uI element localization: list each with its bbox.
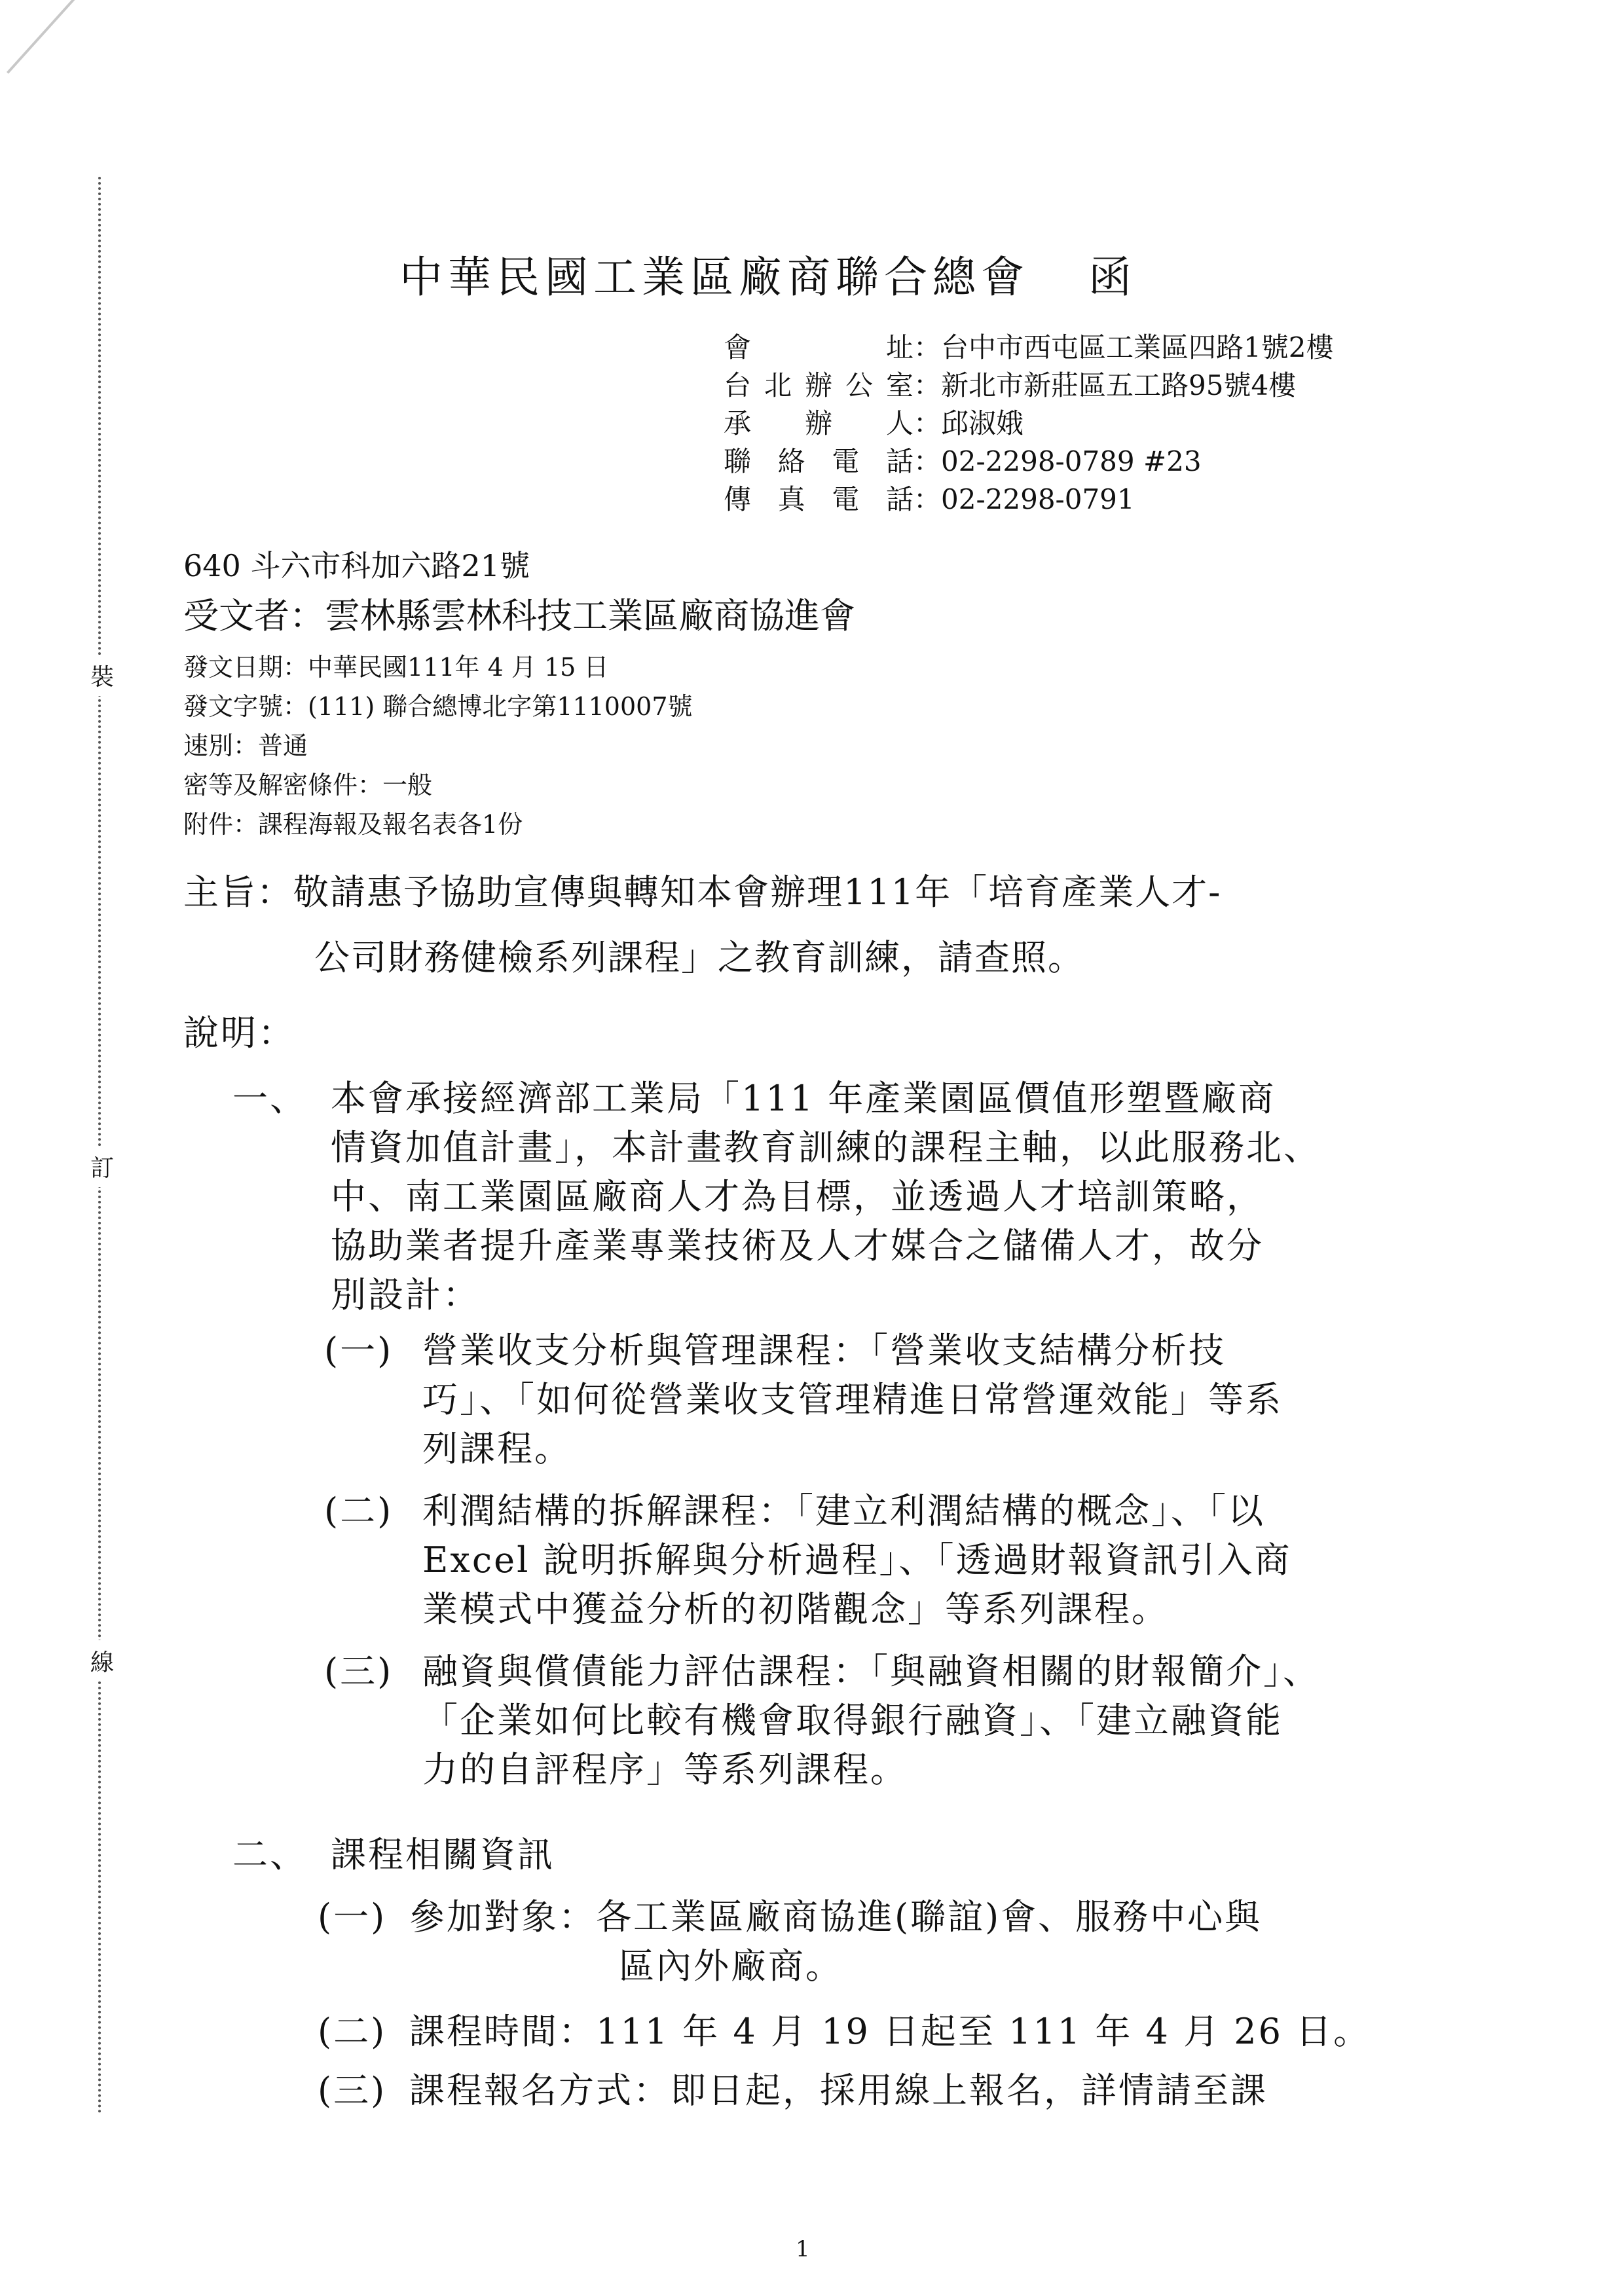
contact-value: 新北市新莊區五工路95號4樓 [941,369,1297,401]
section-1-line: 協助業者提升產業專業技術及人才媒合之儲備人才，故分 [331,1225,1264,1266]
section-2-title: 課程相關資訊 [331,1834,555,1875]
binding-mark-zhuang: 裝 [90,655,114,696]
document-number: 發文字號：(111) 聯合總博北字第1110007號 [183,692,693,721]
subject-line-1: 主旨：敬請惠予協助宣傳與轉知本會辦理111年「培育產業人才- [183,872,1222,913]
section-1-number: 一、 [232,1078,307,1119]
item-1-1-number: (一) [324,1330,394,1371]
explanation-heading: 說明： [183,1012,295,1054]
contact-row-taipei-office: 台北辦公室：新北市新莊區五工路95號4樓 [724,364,1296,403]
item-1-3-number: (三) [324,1651,394,1692]
item-1-2-line: 利潤結構的拆解課程：「建立利潤結構的概念」、「以 [422,1490,1265,1532]
contact-label: 台北辦公室 [724,369,913,401]
recipient-address: 640 斗六市科加六路21號 [183,548,530,583]
section-1-line: 情資加值計畫」，本計畫教育訓練的課程主軸，以此服務北、 [331,1127,1321,1168]
page-number: 1 [796,2236,810,2262]
security-level: 密等及解密條件：一般 [183,771,433,799]
scan-corner-mark [7,0,109,74]
section-1-line: 中、南工業園區廠商人才為目標，並透過人才培訓策略， [331,1176,1264,1217]
contact-row-address: 會址：台中市西屯區工業區四路1號2樓 [724,326,1333,365]
item-1-3-line: 「企業如何比較有機會取得銀行融資」、「建立融資能 [422,1700,1283,1741]
item-2-3-number: (三) [318,2070,387,2111]
contact-label: 傳真電話 [724,483,913,515]
item-1-2-line: 業模式中獲益分析的初階觀念」等系列課程。 [422,1588,1169,1630]
item-1-2-number: (二) [324,1490,394,1532]
attachments: 附件：課程海報及報名表各1份 [183,810,523,839]
contact-row-handler: 承辦人：邱淑娥 [724,402,1024,441]
item-1-1-line: 列課程。 [422,1428,572,1469]
contact-label: 會址 [724,331,913,363]
contact-value: 邱淑娥 [941,407,1024,439]
section-1-line: 別設計： [331,1274,480,1315]
item-2-2-line: 課程時間：111 年 4 月 19 日起至 111 年 4 月 26 日。 [409,2011,1371,2052]
item-2-2-number: (二) [318,2011,387,2052]
contact-row-phone: 聯絡電話：02-2298-0789 #23 [724,440,1202,479]
contact-label: 聯絡電話 [724,445,913,477]
org-name: 中華民國工業區廠商聯合總會 [399,252,1029,303]
item-1-1-line: 巧」、「如何從營業收支管理精進日常營運效能」等系 [422,1379,1283,1420]
item-2-3-line: 課程報名方式：即日起，採用線上報名，詳情請至課 [409,2070,1268,2111]
item-1-2-line: Excel 說明拆解與分析過程」、「透過財報資訊引入商 [422,1539,1292,1581]
contact-value: 02-2298-0789 #23 [941,445,1202,477]
item-1-3-line: 融資與償債能力評估課程：「與融資相關的財報簡介」、 [422,1651,1320,1692]
item-1-3-line: 力的自評程序」等系列課程。 [422,1749,908,1790]
section-2-number: 二、 [232,1834,307,1875]
issue-date: 發文日期：中華民國111年 4 月 15 日 [183,653,609,682]
document-title [399,242,1137,304]
recipient: 受文者：雲林縣雲林科技工業區廠商協進會 [183,595,855,636]
item-2-1-line: 參加對象：各工業區廠商協進(聯誼)會、服務中心與 [409,1896,1263,1937]
subject-line-2: 公司財務健檢系列課程」之教育訓練，請查照。 [314,937,1084,978]
contact-value: 台中市西屯區工業區四路1號2樓 [941,331,1334,363]
item-2-1-number: (一) [318,1896,387,1937]
binding-mark-ding: 訂 [90,1146,114,1187]
item-1-1-line: 營業收支分析與管理課程：「營業收支結構分析技 [422,1330,1226,1371]
urgency: 速別：普通 [183,731,308,760]
section-1-line: 本會承接經濟部工業局「111 年產業園區價值形塑暨廠商 [331,1078,1276,1119]
document-kind: 函 [1088,252,1137,303]
item-2-1-line: 區內外廠商。 [619,1945,843,1987]
contact-row-fax: 傳真電話：02-2298-0791 [724,478,1135,517]
contact-value: 02-2298-0791 [941,483,1135,515]
binding-mark-xian: 線 [90,1640,114,1681]
contact-label: 承辦人 [724,407,913,439]
